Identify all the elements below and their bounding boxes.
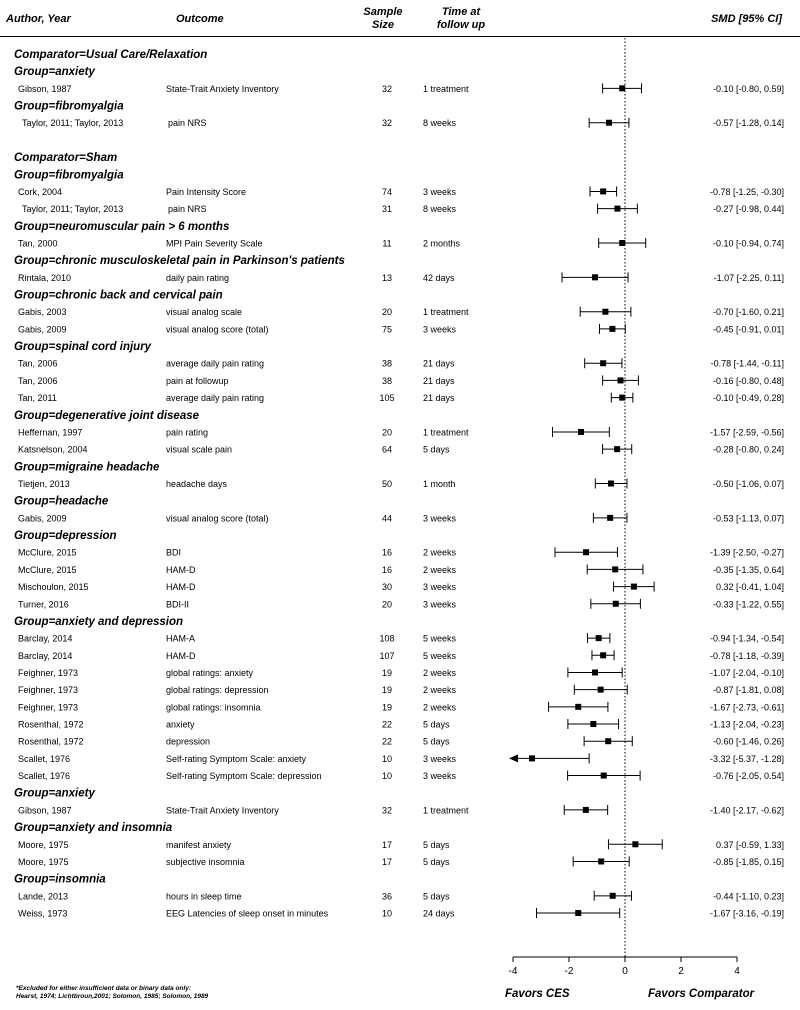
study-outcome: HAM-D [166, 582, 196, 593]
study-author: Weiss, 1973 [18, 908, 68, 919]
study-author: McClure, 2015 [18, 564, 77, 575]
study-smd-ci: -0.10 [-0.80, 0.59] [712, 83, 784, 94]
study-smd-ci: -1.07 [-2.04, -0.10] [709, 667, 784, 678]
study-author: Rosenthal, 1972 [18, 736, 84, 747]
study-author: Tan, 2006 [18, 358, 58, 369]
footnote [16, 985, 208, 1001]
study-author: Gabis, 2009 [18, 513, 67, 524]
study-author: Moore, 1975 [18, 856, 69, 867]
study-sample-size: 107 [379, 650, 395, 661]
study-time: 2 months [423, 238, 461, 249]
study-time: 2 weeks [423, 685, 457, 696]
study-sample-size: 108 [379, 633, 395, 644]
study-sample-size: 11 [382, 238, 392, 249]
smd-point [583, 549, 589, 555]
study-time: 3 weeks [423, 599, 457, 610]
study-smd-ci: -1.57 [-2.59, -0.56] [709, 427, 784, 438]
study-author: Tan, 2011 [18, 393, 57, 404]
header-outcome: Outcome [176, 13, 224, 25]
study-smd-ci: -0.76 [-2.05, 0.54] [712, 771, 784, 782]
study-sample-size: 10 [381, 753, 393, 764]
study-smd-ci: -0.53 [-1.13, 0.07] [712, 513, 784, 524]
study-sample-size: 20 [381, 599, 393, 610]
study-outcome: pain NRS [168, 118, 207, 129]
smd-point [631, 584, 637, 590]
x-tick-label: -2 [564, 966, 574, 977]
smd-point [632, 841, 638, 847]
study-smd-ci: -0.78 [-1.25, -0.30] [709, 186, 784, 197]
smd-point [613, 601, 619, 607]
study-smd-ci: -1.40 [-2.17, -0.62] [709, 805, 784, 816]
study-time: 8 weeks [423, 118, 457, 129]
study-sample-size: 10 [381, 908, 393, 919]
smd-point [592, 274, 598, 280]
study-smd-ci: -0.60 [-1.46, 0.26] [712, 736, 784, 747]
study-outcome: global ratings: anxiety [166, 667, 254, 678]
comparator-label: Comparator=Sham [14, 152, 118, 165]
study-sample-size: 19 [381, 667, 393, 678]
study-author: Tan, 2000 [18, 238, 58, 249]
study-time: 5 days [423, 839, 450, 850]
study-author: Tan, 2006 [18, 375, 58, 386]
study-author: Lande, 2013 [18, 891, 69, 902]
group-label: Group=insomnia [14, 873, 106, 886]
study-sample-size: 16 [381, 547, 393, 558]
favors-left-label: Favors CES [505, 988, 570, 1000]
study-author: Feighner, 1973 [18, 702, 79, 713]
study-author: Scallet, 1976 [18, 753, 71, 764]
study-sample-size: 17 [381, 856, 393, 867]
study-time: 1 treatment [423, 805, 469, 816]
study-time: 21 days [423, 375, 455, 386]
study-smd-ci: -0.28 [-0.80, 0.24] [712, 444, 784, 455]
study-outcome: Self-rating Symptom Scale: depression [166, 771, 322, 782]
study-outcome: HAM-D [166, 564, 196, 575]
study-sample-size: 38 [381, 358, 393, 369]
study-smd-ci: -1.07 [-2.25, 0.11] [713, 272, 784, 283]
study-author: Gabis, 2003 [18, 307, 67, 318]
study-author: Gabis, 2009 [18, 324, 67, 335]
x-tick-label: 0 [622, 966, 628, 977]
study-author: Moore, 1975 [18, 839, 69, 850]
study-smd-ci: -0.70 [-1.60, 0.21] [712, 307, 784, 318]
study-sample-size: 32 [381, 805, 393, 816]
smd-point [608, 481, 614, 487]
smd-point [609, 326, 615, 332]
study-smd-ci: -1.39 [-2.50, -0.27] [709, 547, 784, 558]
smd-point [600, 360, 606, 366]
study-time: 5 days [423, 891, 450, 902]
study-smd-ci: -0.85 [-1.85, 0.15] [712, 856, 784, 867]
study-author: Scallet, 1976 [18, 771, 71, 782]
group-label: Group=headache [14, 495, 109, 508]
study-time: 2 weeks [423, 667, 457, 678]
smd-point [619, 240, 625, 246]
study-smd-ci: 0.32 [-0.41, 1.04] [715, 582, 784, 593]
group-label: Group=migraine headache [14, 461, 160, 474]
smd-point [529, 755, 535, 761]
study-smd-ci: -0.33 [-1.22, 0.55] [712, 599, 784, 610]
smd-point [592, 669, 598, 675]
header-author: Author, Year [6, 13, 71, 25]
x-tick-label: -4 [508, 966, 518, 977]
study-smd-ci: -3.32 [-5.37, -1.28] [709, 753, 784, 764]
study-author: Rosenthal, 1972 [18, 719, 84, 730]
study-author: Barclay, 2014 [18, 633, 73, 644]
smd-point [575, 910, 581, 916]
group-label: Group=chronic back and cervical pain [14, 289, 223, 302]
study-time: 3 weeks [423, 771, 457, 782]
study-time: 3 weeks [423, 186, 457, 197]
smd-point [606, 120, 612, 126]
study-time: 2 weeks [423, 702, 457, 713]
study-sample-size: 22 [381, 719, 393, 730]
study-outcome: Self-rating Symptom Scale: anxiety [166, 753, 307, 764]
study-time: 24 days [423, 908, 455, 919]
study-sample-size: 20 [381, 307, 393, 318]
study-time: 3 weeks [423, 753, 457, 764]
study-sample-size: 38 [381, 375, 393, 386]
study-sample-size: 32 [381, 83, 393, 94]
smd-point [618, 377, 624, 383]
study-time: 5 days [423, 444, 450, 455]
study-time: 21 days [423, 358, 455, 369]
study-author: Gibson, 1987 [18, 805, 72, 816]
smd-point [602, 309, 608, 315]
study-time: 1 treatment [423, 427, 469, 438]
study-sample-size: 75 [381, 324, 393, 335]
study-outcome: State-Trait Anxiety Inventory [166, 83, 279, 94]
group-label: Group=fibromyalgia [14, 100, 124, 113]
study-author: Rintala, 2010 [18, 272, 72, 283]
study-smd-ci: -0.27 [-0.98, 0.44] [712, 204, 784, 215]
study-smd-ci: -0.10 [-0.94, 0.74] [712, 238, 784, 249]
study-sample-size: 16 [381, 564, 393, 575]
smd-point [596, 635, 602, 641]
study-time: 1 month [423, 479, 456, 489]
favors-right-label: Favors Comparator [648, 988, 755, 1000]
group-label: Group=anxiety and insomnia [14, 822, 173, 835]
group-label: Group=anxiety [14, 66, 95, 79]
study-outcome: BDI-II [166, 599, 190, 610]
smd-point [605, 738, 611, 744]
x-tick-label: 4 [734, 966, 740, 977]
study-outcome: BDI [166, 547, 182, 558]
study-sample-size: 19 [381, 702, 393, 713]
study-time: 5 weeks [423, 633, 457, 644]
study-time: 3 weeks [423, 324, 457, 335]
study-smd-ci: -0.44 [-1.10, 0.23] [712, 891, 784, 902]
smd-point [612, 566, 618, 572]
study-smd-ci: -0.94 [-1.34, -0.54] [709, 633, 784, 644]
study-sample-size: 50 [381, 479, 393, 489]
study-outcome: visual scale pain [166, 444, 233, 455]
smd-point [575, 704, 581, 710]
study-outcome: average daily pain rating [166, 358, 265, 369]
header-time: Time at follow up [436, 6, 486, 31]
study-sample-size: 30 [381, 582, 393, 593]
study-outcome: global ratings: depression [166, 685, 269, 696]
study-outcome: HAM-D [166, 650, 196, 661]
smd-point [614, 206, 620, 212]
study-author: McClure, 2015 [18, 547, 77, 558]
study-smd-ci: -0.87 [-1.81, 0.08] [712, 685, 784, 696]
study-sample-size: 10 [381, 771, 393, 782]
study-sample-size: 44 [381, 513, 393, 524]
study-author: Feighner, 1973 [18, 667, 79, 678]
study-outcome: average daily pain rating [166, 393, 265, 404]
study-author: Tietjen, 2013 [18, 479, 70, 489]
study-smd-ci: -0.10 [-0.49, 0.28] [712, 393, 784, 404]
study-author: Taylor, 2011; Taylor, 2013 [22, 118, 124, 129]
study-smd-ci: -1.67 [-3.16, -0.19] [709, 908, 784, 919]
study-outcome: global ratings: insomnia [166, 702, 261, 713]
study-sample-size: 13 [381, 272, 393, 283]
study-smd-ci: -0.50 [-1.06, 0.07] [712, 479, 784, 489]
study-outcome: MPI Pain Severity Scale [166, 238, 263, 249]
study-smd-ci: -0.57 [-1.28, 0.14] [712, 118, 784, 129]
study-smd-ci: -1.67 [-2.73, -0.61] [709, 702, 784, 713]
study-outcome: EEG Latencies of sleep onset in minutes [166, 908, 329, 919]
study-outcome: daily pain rating [166, 272, 230, 283]
study-outcome: pain NRS [168, 204, 207, 215]
smd-point [619, 85, 625, 91]
group-label: Group=anxiety and depression [14, 615, 184, 628]
study-author: Turner, 2016 [18, 599, 69, 610]
study-outcome: depression [166, 736, 211, 747]
study-outcome: visual analog score (total) [166, 513, 269, 524]
study-outcome: Pain Intensity Score [166, 186, 247, 197]
study-time: 21 days [423, 393, 455, 404]
study-sample-size: 31 [381, 204, 393, 215]
study-author: Gibson, 1987 [18, 83, 72, 94]
study-outcome: visual analog score (total) [166, 324, 269, 335]
study-outcome: manifest anxiety [166, 839, 232, 850]
study-outcome: HAM-A [166, 633, 195, 644]
study-outcome: pain at followup [166, 375, 229, 386]
study-author: Feighner, 1973 [18, 685, 79, 696]
smd-point [598, 687, 604, 693]
group-label: Group=degenerative joint disease [14, 409, 200, 422]
study-outcome: subjective insomnia [166, 856, 245, 867]
smd-point [598, 858, 604, 864]
study-smd-ci: -0.16 [-0.80, 0.48] [712, 375, 784, 386]
study-sample-size: 36 [381, 891, 393, 902]
study-smd-ci: -0.78 [-1.44, -0.11] [710, 358, 784, 369]
study-sample-size: 32 [381, 118, 393, 129]
study-time: 2 weeks [423, 564, 457, 575]
study-outcome: headache days [166, 479, 228, 489]
study-outcome: State-Trait Anxiety Inventory [166, 805, 279, 816]
study-time: 2 weeks [423, 547, 457, 558]
smd-point [600, 188, 606, 194]
study-smd-ci: 0.37 [-0.59, 1.33] [715, 839, 784, 850]
study-sample-size: 105 [379, 393, 395, 404]
group-label: Group=neuromuscular pain > 6 months [14, 220, 230, 233]
study-time: 8 weeks [423, 204, 457, 215]
study-sample-size: 22 [381, 736, 393, 747]
study-outcome: visual analog scale [166, 307, 243, 318]
study-sample-size: 19 [381, 685, 393, 696]
study-time: 5 days [423, 719, 450, 730]
study-time: 42 days [423, 272, 455, 283]
footnote-line-2: Hearst, 1974; Lichtbroun,2001; Solomon, 1985; Solomon, 1989 [16, 993, 209, 1000]
study-smd-ci: -0.45 [-0.91, 0.01] [712, 324, 784, 335]
comparator-label: Comparator=Usual Care/Relaxation [14, 49, 208, 61]
study-sample-size: 20 [381, 427, 393, 438]
study-smd-ci: -0.78 [-1.18, -0.39] [709, 650, 784, 661]
study-author: Katsnelson, 2004 [18, 444, 88, 455]
study-time: 1 treatment [423, 307, 469, 318]
study-outcome: hours in sleep time [166, 891, 242, 902]
study-time: 1 treatment [423, 83, 469, 94]
footnote-line-1: *Excluded for either insufficient data or binary data only: [16, 985, 192, 992]
study-sample-size: 74 [381, 186, 393, 197]
study-sample-size: 64 [381, 444, 393, 455]
smd-point [583, 807, 589, 813]
smd-point [614, 446, 620, 452]
smd-point [578, 429, 584, 435]
study-author: Taylor, 2011; Taylor, 2013 [22, 204, 124, 215]
smd-point [619, 395, 625, 401]
header-sample-size: Sample Size [363, 6, 403, 31]
study-time: 5 days [423, 736, 450, 747]
study-time: 5 days [423, 856, 450, 867]
study-sample-size: 17 [381, 839, 393, 850]
study-outcome: pain rating [166, 427, 209, 438]
group-label: Group=spinal cord injury [14, 341, 152, 354]
group-label: Group=chronic musculoskeletal pain in Parkinson's patients [14, 255, 345, 268]
header-smd: SMD [95% CI] [711, 13, 782, 25]
study-time: 3 weeks [423, 513, 457, 524]
study-time: 3 weeks [423, 582, 457, 593]
study-outcome: anxiety [166, 719, 195, 730]
smd-point [607, 515, 613, 521]
smd-point [610, 893, 616, 899]
x-tick-label: 2 [678, 966, 684, 977]
smd-point [590, 721, 596, 727]
study-smd-ci: -1.13 [-2.04, -0.23] [709, 719, 784, 730]
smd-point [600, 652, 606, 658]
study-author: Heffernan, 1997 [18, 427, 83, 438]
group-label: Group=depression [14, 530, 117, 543]
study-author: Barclay, 2014 [18, 650, 73, 661]
group-label: Group=anxiety [14, 787, 95, 800]
study-author: Mischoulon, 2015 [18, 582, 89, 593]
study-author: Cork, 2004 [18, 186, 63, 197]
ci-arrow-left [509, 754, 518, 762]
smd-point [601, 773, 607, 779]
group-label: Group=fibromyalgia [14, 169, 124, 182]
study-time: 5 weeks [423, 650, 457, 661]
study-smd-ci: -0.35 [-1.35, 0.64] [712, 564, 784, 575]
